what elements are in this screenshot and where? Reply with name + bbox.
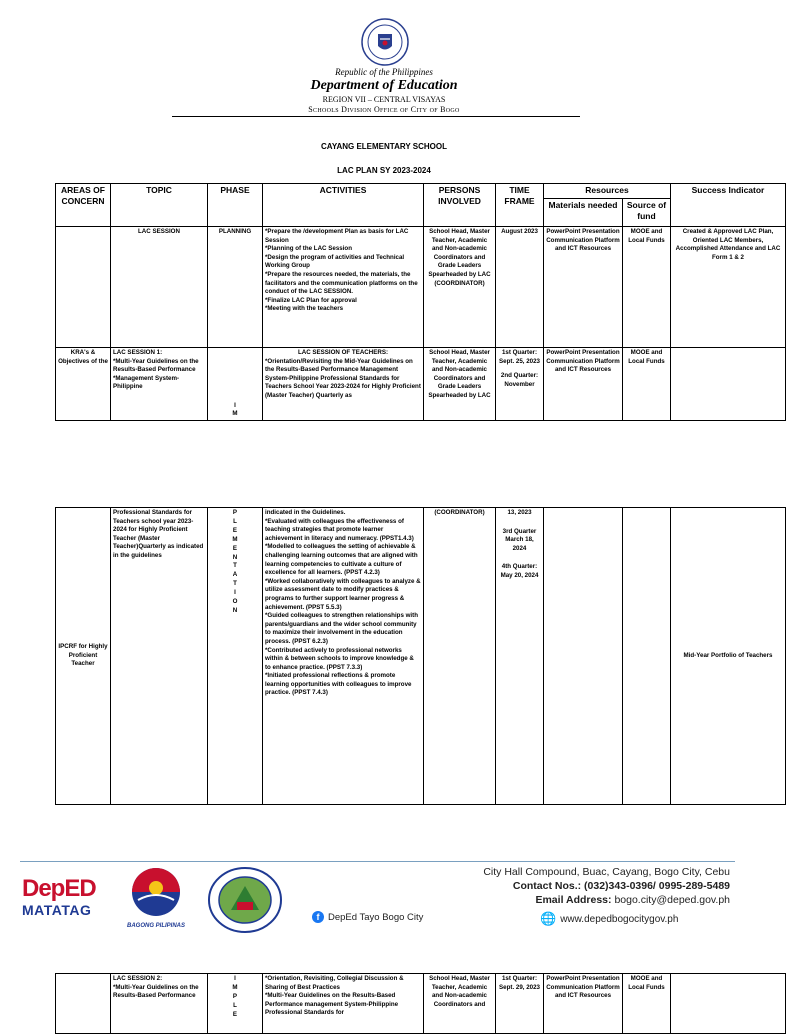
r4-time: 1st Quarter: Sept. 29, 2023 [496, 974, 544, 1034]
header-areas: AREAS OF CONCERN [56, 184, 111, 227]
email-value: bogo.city@deped.gov.ph [614, 894, 730, 906]
r4-phase-letter: L [233, 1001, 237, 1009]
contact-block [483, 865, 730, 907]
header-materials: Materials needed [544, 199, 623, 227]
r3-phase-letter: T [233, 562, 237, 570]
r3-activities: indicated in the Guidelines. *Evaluated with colleagues the effectiveness of teaching strategies that promote learner achievement in literacy and numeracy. (PPST1.4.3) *Modelled to colleagues the setting of achievable & challenging learning outcomes that are aligned with learning competencies to cultivate a culture of excellence for all learners. (PPST 4.2.3) *Worked collaboratively with colleagues to analyze & utilize assessment date to modify practices & programs to further support learner progress & achievement. (PPST 5.5.3) *Guided colleagues to strengthen relationships with parents/guardians and the wider school community to maximize their involvement in the education process. (PPST 6.2.3) *Contributed actively to professional networks within & between schools to improve knowledge & to enhance practice. (PPST 7.3.3) *Initiated professional reflections & promote learning opportunities with colleagues to improve practice. (PPST 7.4.3) [263, 508, 424, 805]
facebook-text: DepEd Tayo Bogo City [328, 911, 424, 923]
r2-time-q1: 1st Quarter: Sept. 25, 2023 [499, 349, 540, 365]
r1-phase: PLANNING [208, 227, 263, 348]
lac-plan-table-part1 [55, 183, 786, 421]
r3-success: Mid-Year Portfolio of Teachers [671, 508, 786, 805]
r3-phase [208, 508, 263, 805]
r3-phase-letter: I [234, 589, 236, 597]
r2-time-q2: 2nd Quarter: November [500, 372, 539, 388]
r1-activities: *Prepare the /development Plan as basis for LAC Session *Planning of the LAC Session *Design the program of activities and Technical Working Group *Prepare the resources needed, the materials, the facilitators and the communication platforms on the conduct of the LAC SESSION. *Finalize LAC Plan for approval *Meeting with the teachers [263, 227, 424, 348]
r3-time [496, 508, 544, 805]
r4-phase-letter: E [232, 1010, 238, 1018]
header-phase: PHASE [208, 184, 263, 227]
r4-phase-letters [210, 975, 260, 1020]
r2-success [671, 348, 786, 421]
r3-phase-letter: M [232, 535, 238, 543]
school-name: CAYANG ELEMENTARY SCHOOL [321, 142, 447, 151]
r4-phase [208, 974, 263, 1034]
r2-materials: PowerPoint Presentation Communication Platform and ICT Resources [544, 348, 623, 421]
header-activities: ACTIVITIES [263, 184, 424, 227]
r3-time-q3: 3rd Quarter March 18, 2024 [502, 527, 537, 552]
matatag-wordmark: MATATAG [22, 902, 92, 918]
r4-materials: PowerPoint Presentation Communication Platform and ICT Resources [544, 974, 623, 1034]
r3-phase-letter: A [232, 571, 238, 579]
r3-areas: IPCRF for Highly Proficient Teacher [56, 508, 111, 805]
r2-time [496, 348, 544, 421]
r1-success: Created & Approved LAC Plan, Oriented LAC Members, Accomplished Attendance and LAC Form 1 & 2 [671, 227, 786, 348]
header-source: Source of fund [623, 199, 671, 227]
r3-time-a: 13, 2023 [507, 509, 532, 516]
r3-phase-letter: O [232, 598, 238, 606]
header-persons: PERSONS INVOLVED [424, 184, 496, 227]
r4-phase-letter: M [232, 983, 238, 991]
r1-persons: School Head, Master Teacher, Academic and Non-academic Coordinators and Grade Leaders Spearheaded by LAC (COORDINATOR) [424, 227, 496, 348]
lac-plan-table-part3 [55, 973, 786, 1034]
r1-materials: PowerPoint Presentation Communication Platform and ICT Resources [544, 227, 623, 348]
r1-source: MOOE and Local Funds [623, 227, 671, 348]
r3-phase-letter: E [232, 526, 238, 534]
r4-phase-letter: I [234, 975, 236, 982]
r4-persons: School Head, Master Teacher, Academic and Non-academic Coordinators and [424, 974, 496, 1034]
header-resources: Resources [544, 184, 671, 199]
r3-persons: (COORDINATOR) [424, 508, 496, 805]
address-line: City Hall Compound, Buac, Cayang, Bogo City, Cebu [483, 866, 730, 878]
footer-divider [20, 861, 735, 862]
contact-label: Contact Nos.: [512, 880, 582, 892]
r2-source: MOOE and Local Funds [623, 348, 671, 421]
r3-time-q4: 4th Quarter: May 20, 2024 [500, 563, 539, 579]
r3-phase-letter: E [232, 544, 238, 552]
contact-numbers: (032)343-0396/ 0995-289-5489 [584, 880, 730, 892]
r4-areas [56, 974, 111, 1034]
r4-source: MOOE and Local Funds [623, 974, 671, 1034]
r3-phase-letters [210, 509, 260, 616]
globe-icon: 🌐 [540, 911, 557, 926]
deped-matatag-logo [22, 876, 104, 926]
plan-title: LAC PLAN SY 2023-2024 [337, 166, 431, 175]
r2-activities-text: *Orientation/Revisiting the Mid-Year Guidelines on the Results-Based Performance Management System-Philippine Professional Standards for Teachers School Year 2023-2024 for Highly Proficient (Master Teacher) Quarterly as [265, 357, 421, 399]
r4-phase-letter: P [232, 992, 238, 1000]
website-link[interactable] [540, 911, 678, 927]
r2-areas: KRA's & Objectives of the [56, 348, 111, 421]
lac-plan-table-part2 [55, 507, 786, 805]
r4-success [671, 974, 786, 1034]
r3-source [623, 508, 671, 805]
r3-phase-letter: N [232, 553, 238, 561]
header-success: Success Indicator [671, 184, 786, 227]
facebook-icon: f [312, 911, 324, 923]
r3-topic: Professional Standards for Teachers school year 2023-2024 for Highly Proficient Teacher (Master Teacher)Quarterly as indicated in the guidelines [111, 508, 208, 805]
r3-phase-letter: T [233, 580, 237, 588]
bagong-pilipinas-text: BAGONG PILIPINAS [126, 923, 185, 929]
deped-seal-icon [361, 18, 409, 66]
r2-topic: LAC SESSION 1: *Multi-Year Guidelines on the Results-Based Performance *Management System-Philippine [111, 348, 208, 421]
bagong-pilipinas-emblem-icon [118, 866, 194, 918]
header-divider [172, 116, 580, 117]
facebook-link[interactable] [312, 911, 423, 923]
r3-phase-letter: P [232, 509, 238, 516]
r4-topic: LAC SESSION 2: *Multi-Year Guidelines on the Results-Based Performance [111, 974, 208, 1034]
deped-wordmark: DepED [22, 875, 96, 902]
r2-phase-letter-i: I [234, 401, 236, 409]
r3-materials [544, 508, 623, 805]
republic-line: Republic of the Philippines [335, 67, 433, 77]
bagong-pilipinas-logo [118, 866, 194, 928]
r2-phase-letter-m: M [232, 410, 238, 418]
header-topic: TOPIC [111, 184, 208, 227]
website-text: www.depedbogocitygov.ph [560, 913, 679, 925]
email-label: Email Address: [535, 894, 612, 906]
department-name: Department of Education [310, 78, 458, 93]
r2-activities [263, 348, 424, 421]
r1-areas [56, 227, 111, 348]
r2-activities-title: LAC SESSION OF TEACHERS: [297, 349, 389, 356]
header-time: TIME FRAME [496, 184, 544, 227]
r1-topic: LAC SESSION [111, 227, 208, 348]
r3-phase-letter: L [233, 517, 237, 525]
r2-persons: School Head, Master Teacher, Academic and Non-academic Coordinators and Grade Leaders Spearheaded by LAC [424, 348, 496, 421]
division-line: Schools Division Office of City of Bogo [308, 105, 460, 114]
r3-phase-letter: N [232, 606, 238, 614]
r2-phase [208, 348, 263, 421]
division-seal-icon [207, 866, 283, 934]
r4-activities: *Orientation, Revisiting, Collegial Discussion & Sharing of Best Practices *Multi-Year Guidelines on the Results-Based Performance management System-Philippine Professional Standards for [263, 974, 424, 1034]
region-line: REGION VII – CENTRAL VISAYAS [322, 95, 446, 104]
r1-time: August 2023 [496, 227, 544, 348]
